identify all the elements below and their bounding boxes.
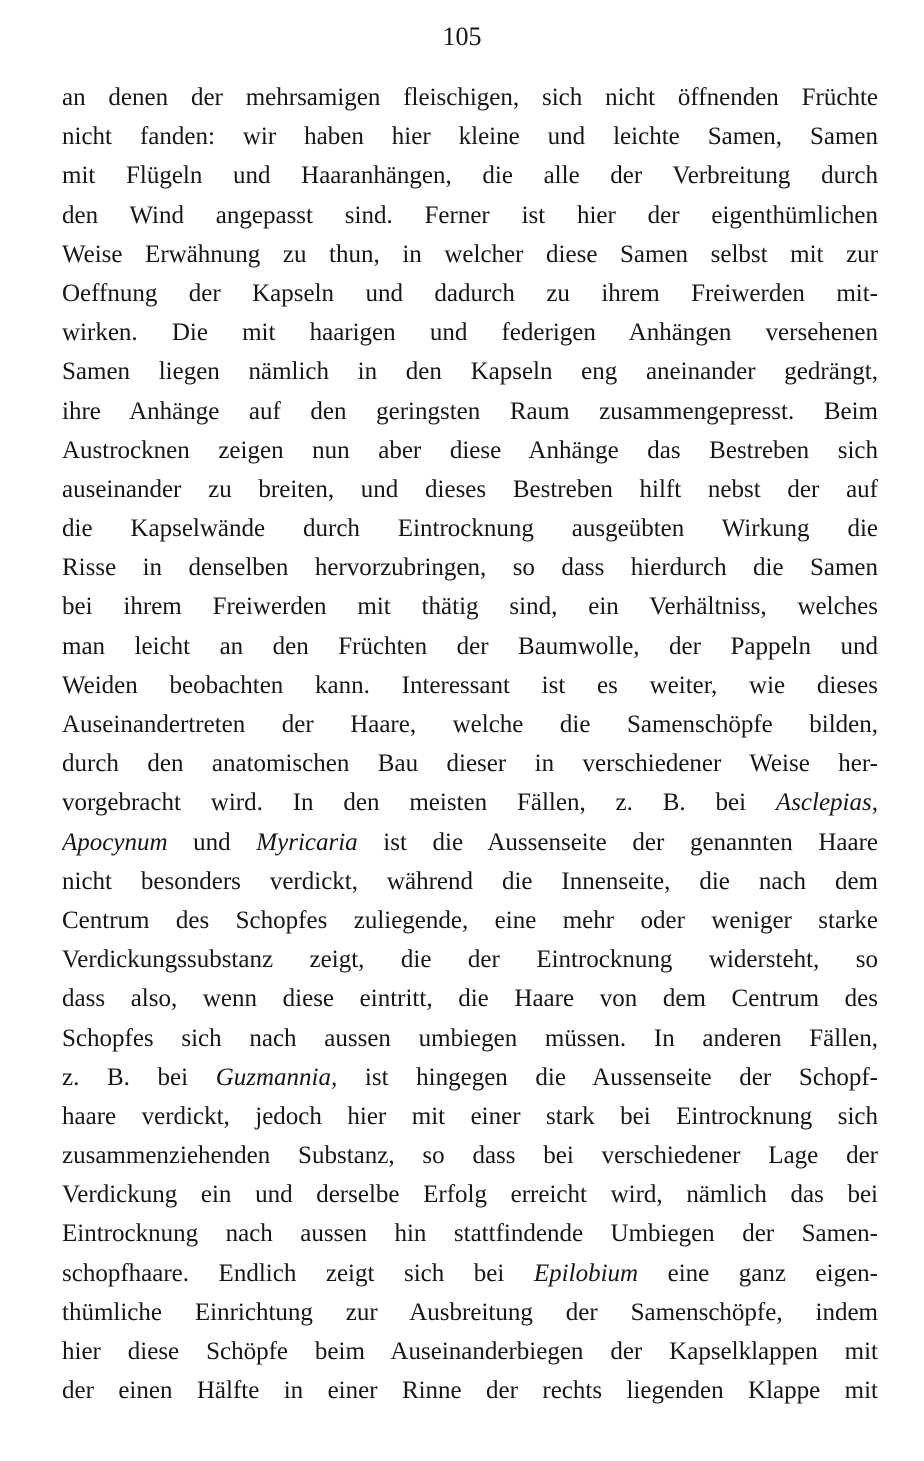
text-segment: Schopfes sich nach aussen umbiegen müssen. In anderen Fällen,	[62, 1024, 878, 1052]
text-segment: mit Flügeln und Haaranhängen, die alle der Verbreitung durch	[62, 162, 878, 190]
text-line	[62, 862, 878, 901]
text-line	[62, 940, 878, 979]
text-segment: Weise Erwähnung zu thun, in welcher diese Samen selbst mit zur	[62, 240, 878, 268]
text-segment: auseinander zu breiten, und dieses Bestreben hilft nebst der auf	[62, 475, 878, 503]
text-line	[62, 1254, 878, 1293]
text-segment: nicht besonders verdickt, während die Innenseite, die nach dem	[62, 867, 878, 895]
text-line	[62, 1371, 878, 1410]
text-segment: Risse in denselben hervorzubringen, so dass hierdurch die Samen	[62, 554, 878, 582]
text-segment: hier diese Schöpfe beim Auseinanderbiegen der Kapselklappen mit	[62, 1338, 878, 1365]
text-segment: ihre Anhänge auf den geringsten Raum zusammengepresst. Beim	[62, 397, 878, 425]
italic-term: Myricaria	[256, 828, 358, 856]
text-line	[62, 705, 878, 744]
text-segment: den Wind angepasst sind. Ferner ist hier der eigenthümlichen	[62, 201, 878, 229]
text-line	[62, 666, 878, 705]
text-line	[62, 196, 878, 235]
text-segment: z. B. bei	[62, 1063, 216, 1091]
text-segment: nicht fanden: wir haben hier kleine und leichte Samen, Samen	[62, 123, 878, 151]
text-line	[62, 470, 878, 509]
italic-term: Asclepias,	[775, 789, 878, 817]
text-segment: die Kapselwände durch Eintrocknung ausgeübten Wirkung die	[62, 515, 878, 543]
text-line	[62, 1293, 878, 1332]
text-line	[62, 1175, 878, 1214]
text-line	[62, 274, 878, 313]
text-segment: Auseinandertreten der Haare, welche die Samenschöpfe bilden,	[62, 711, 878, 738]
text-segment: durch den anatomischen Bau dieser in verschiedener Weise her-	[62, 750, 878, 778]
text-line	[62, 392, 878, 431]
text-segment: der einen Hälfte in einer Rinne der rechts liegenden Klappe mit	[62, 1377, 878, 1405]
text-line	[62, 1058, 878, 1097]
text-line	[62, 587, 878, 626]
page-number: 105	[442, 22, 482, 51]
text-line	[62, 1019, 878, 1058]
text-segment: Centrum des Schopfes zuliegende, eine mehr oder weniger starke	[62, 906, 878, 934]
text-line	[62, 744, 878, 783]
text-line	[62, 78, 878, 117]
text-line	[62, 823, 878, 862]
text-line	[62, 1332, 878, 1371]
text-line	[62, 235, 878, 274]
text-segment: an denen der mehrsamigen fleischigen, sich nicht öffnenden Früchte	[62, 84, 878, 111]
body-text	[62, 78, 878, 1410]
text-line	[62, 431, 878, 470]
italic-term: Guzmannia,	[215, 1063, 338, 1091]
text-segment: zusammenziehenden Substanz, so dass bei verschiedener Lage der	[62, 1142, 878, 1170]
text-segment: Oeffnung der Kapseln und dadurch zu ihrem Freiwerden mit-	[62, 279, 878, 307]
text-segment: Austrocknen zeigen nun aber diese Anhänge das Bestreben sich	[62, 436, 878, 464]
text-segment: dass also, wenn diese eintritt, die Haare von dem Centrum des	[62, 985, 878, 1013]
text-line	[62, 1097, 878, 1136]
text-segment: schopfhaare. Endlich zeigt sich bei	[62, 1259, 534, 1287]
text-segment: eine ganz eigen-	[638, 1259, 878, 1287]
text-segment: wirken. Die mit haarigen und federigen Anhängen versehenen	[62, 319, 878, 347]
text-line	[62, 783, 878, 822]
text-segment: haare verdickt, jedoch hier mit einer stark bei Eintrocknung sich	[62, 1102, 878, 1130]
text-line	[62, 313, 878, 352]
text-line	[62, 117, 878, 156]
text-line	[62, 156, 878, 195]
text-segment: Eintrocknung nach aussen hin stattfindende Umbiegen der Samen-	[62, 1220, 878, 1248]
text-segment: ist hingegen die Aussenseite der Schopf-	[337, 1063, 878, 1091]
text-segment: und	[167, 828, 257, 856]
text-line	[62, 979, 878, 1018]
text-segment: Weiden beobachten kann. Interessant ist es weiter, wie dieses	[62, 671, 878, 699]
text-segment: Verdickungssubstanz zeigt, die der Eintrocknung widersteht, so	[62, 946, 878, 974]
text-line	[62, 1136, 878, 1175]
italic-term: Apocynum	[62, 828, 168, 856]
text-segment: Verdickung ein und derselbe Erfolg erreicht wird, nämlich das bei	[62, 1181, 878, 1209]
text-segment: vorgebracht wird. In den meisten Fällen, z. B. bei	[62, 789, 776, 817]
text-line	[62, 627, 878, 666]
text-segment: Samen liegen nämlich in den Kapseln eng aneinander gedrängt,	[62, 358, 878, 386]
text-line	[62, 1214, 878, 1253]
text-line	[62, 509, 878, 548]
italic-term: Epilobium	[533, 1259, 639, 1287]
text-segment: bei ihrem Freiwerden mit thätig sind, ein Verhältniss, welches	[62, 593, 878, 621]
text-line	[62, 548, 878, 587]
text-line	[62, 352, 878, 391]
text-line	[62, 901, 878, 940]
text-segment: thümliche Einrichtung zur Ausbreitung der Samenschöpfe, indem	[62, 1298, 878, 1326]
text-segment: man leicht an den Früchten der Baumwolle, der Pappeln und	[62, 632, 878, 660]
text-segment: ist die Aussenseite der genannten Haare	[357, 828, 878, 856]
